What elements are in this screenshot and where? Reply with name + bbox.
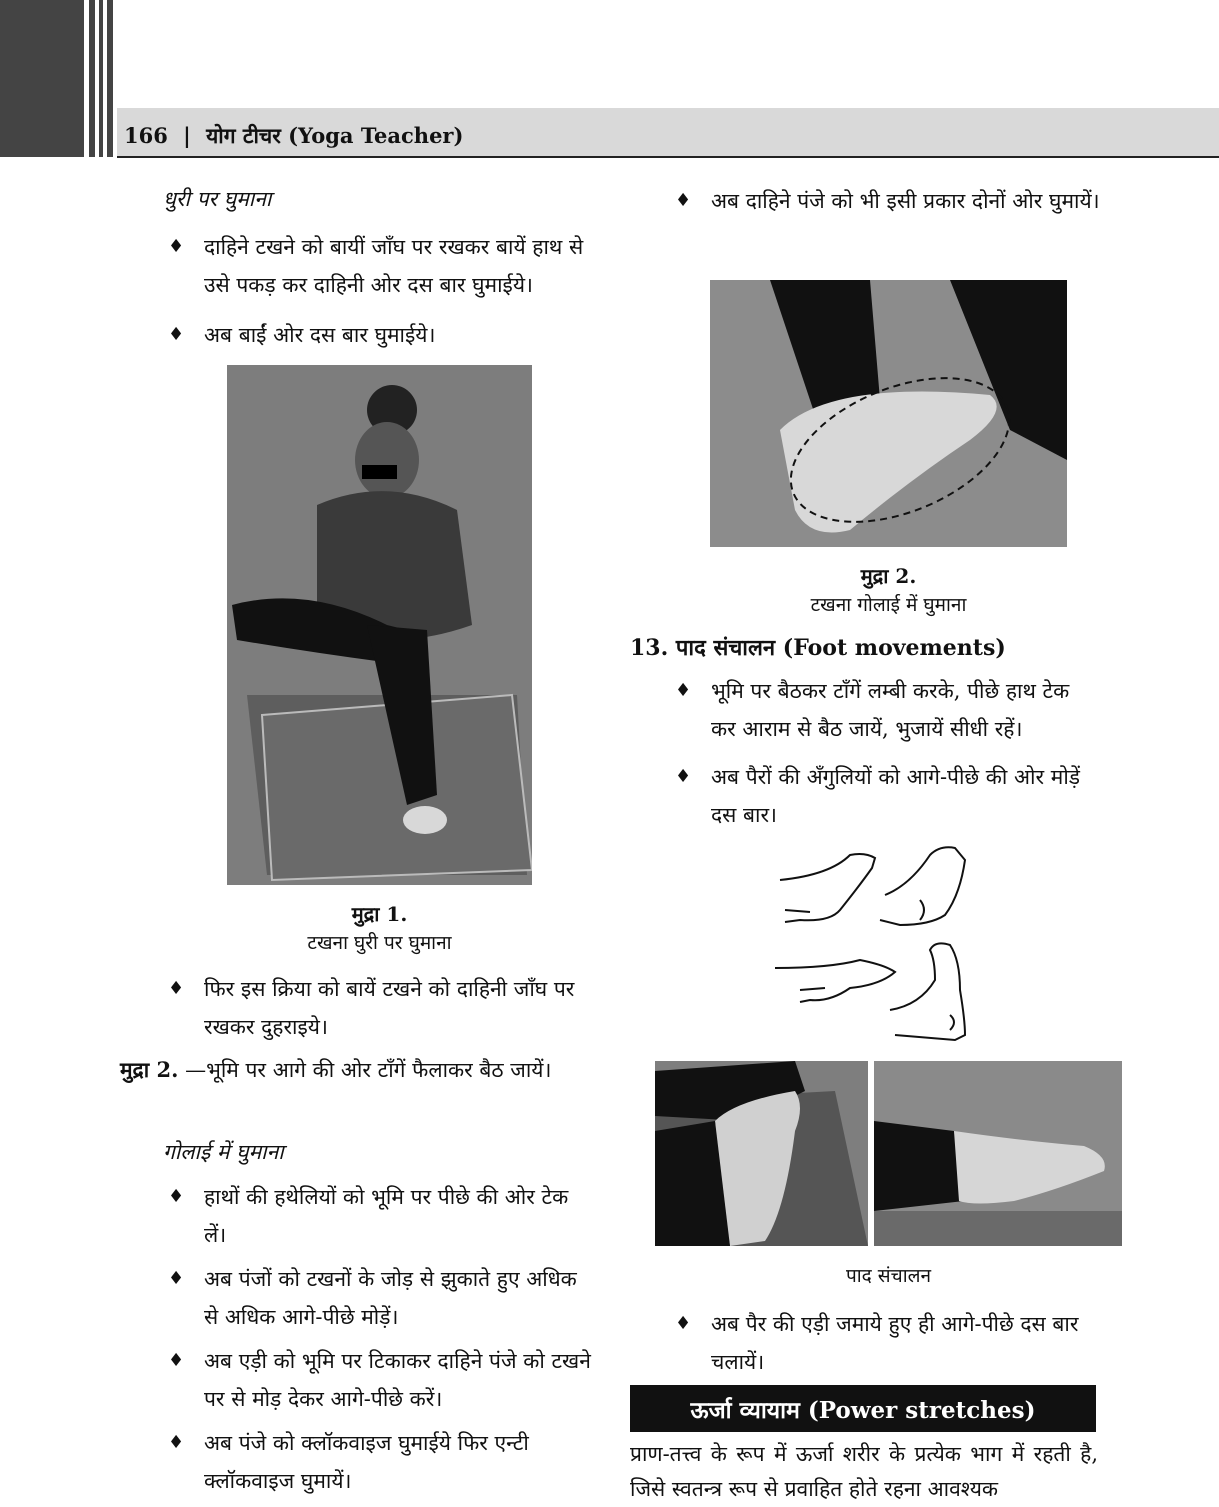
list-item: ♦ अब एड़ी को भूमि पर टिकाकर दाहिने पंजे को टखने पर से मोड़ देकर आगे-पीछे करें।: [168, 1342, 593, 1418]
book-title: योग टीचर (Yoga Teacher): [206, 123, 464, 148]
header-rule: [117, 156, 1219, 158]
diamond-bullet-icon: ♦: [168, 978, 185, 999]
mudra2-text: —भूमि पर आगे की ओर टाँगें फैलाकर बैठ जायें।: [178, 1058, 552, 1082]
diamond-bullet-icon: ♦: [168, 1268, 185, 1289]
left-subhead-2-wrap: [163, 1138, 593, 1166]
photo2-caption-text: टखना गोलाई में घुमाना: [810, 594, 967, 616]
left-bullets-1: [168, 228, 593, 354]
header-band: [0, 0, 1219, 157]
photo1-caption-title: मुद्रा 1.: [351, 902, 408, 926]
diamond-bullet-icon: ♦: [168, 236, 185, 257]
list-item: ♦ अब बाईं ओर दस बार घुमाईये।: [168, 316, 593, 354]
header-separator: |: [183, 123, 191, 148]
left-subhead-1-wrap: [163, 185, 593, 213]
photo2-caption: [710, 562, 1067, 619]
photo-ankle-circular-rotation: [710, 280, 1067, 547]
photo-foot-movement-left: [655, 1061, 868, 1246]
photo-illustration: [655, 1061, 868, 1246]
left-subhead-2: गोलाई में घुमाना: [163, 1140, 284, 1164]
section-13-heading: 13. पाद संचालन (Foot movements): [630, 635, 1006, 661]
list-item: ♦ हाथों की हथेलियों को भूमि पर पीछे की ओर टेक लें।: [168, 1178, 593, 1254]
photo-illustration: [227, 365, 532, 885]
list-item: ♦ अब दाहिने पंजे को भी इसी प्रकार दोनों ओर घुमायें।: [675, 182, 1100, 220]
running-head: [124, 122, 463, 150]
list-item: ♦ भूमि पर बैठकर टाँगें लम्बी करके, पीछे हाथ टेक कर आराम से बैठ जायें, भुजायें सीधी रहें।: [675, 672, 1100, 748]
diamond-bullet-icon: ♦: [675, 766, 692, 787]
list-item: ♦ दाहिने टखने को बायीं जाँघ पर रखकर बायें हाथ से उसे पकड़ कर दाहिनी ओर दस बार घुमाईये।: [168, 228, 593, 304]
left-bullets-3: [168, 1178, 593, 1500]
photo1-caption-text: टखना घुरी पर घुमाना: [307, 932, 452, 954]
photo-ankle-rotation-seated: [227, 365, 532, 885]
diamond-bullet-icon: ♦: [168, 324, 185, 345]
photo-illustration: [874, 1061, 1122, 1246]
diamond-bullet-icon: ♦: [168, 1186, 185, 1207]
mudra2-paragraph: [120, 1052, 592, 1088]
list-item: ♦ अब पंजों को टखनों के जोड़ से झुकाते हुए अधिक से अधिक आगे-पीछे मोड़ें।: [168, 1260, 593, 1336]
energy-exercise-heading: ऊर्जा व्यायाम (Power stretches): [630, 1385, 1096, 1432]
diamond-bullet-icon: ♦: [675, 190, 692, 211]
photo3-caption: पाद संचालन: [845, 1265, 932, 1287]
header-bar-3: [99, 0, 103, 157]
page-number: 166: [124, 123, 168, 148]
header-bar-4: [107, 0, 113, 157]
list-item: ♦ अब पैर की एड़ी जमाये हुए ही आगे-पीछे दस बार चलायें।: [675, 1305, 1100, 1381]
diamond-bullet-icon: ♦: [168, 1350, 185, 1371]
foot-movement-line-drawing: [770, 840, 980, 1045]
list-item: ♦ अब पैरों की अँगुलियों को आगे-पीछे की ओर मोड़ें दस बार।: [675, 758, 1100, 834]
mudra2-label: मुद्रा 2.: [120, 1057, 179, 1082]
diamond-bullet-icon: ♦: [168, 1432, 185, 1453]
right-bullets-3: [675, 1305, 1100, 1381]
left-subhead-1: धुरी पर घुमाना: [163, 187, 272, 211]
list-item: ♦ अब पंजे को क्लॉकवाइज घुमाईये फिर एन्टी क्लॉकवाइज घुमायें।: [168, 1424, 593, 1500]
photo2-caption-title: मुद्रा 2.: [860, 564, 917, 588]
header-bar-1: [0, 0, 84, 157]
photo-foot-movement-right: [874, 1061, 1122, 1246]
list-item: ♦ फिर इस क्रिया को बायें टखने को दाहिनी जाँघ पर रखकर दुहराइये।: [168, 970, 593, 1046]
header-bar-2: [89, 0, 95, 157]
diamond-bullet-icon: ♦: [675, 680, 692, 701]
energy-paragraph: प्राण-तत्त्व के रूप में ऊर्जा शरीर के प्रत्येक भाग में रहती है, जिसे स्वतन्त्र रूप से प्रवाहित होते रहना आवश्यक: [630, 1442, 1098, 1501]
photo-illustration: [710, 280, 1067, 547]
diamond-bullet-icon: ♦: [675, 1313, 692, 1334]
right-bullets-2: [675, 672, 1100, 834]
photo1-caption: [227, 900, 532, 957]
left-bullets-2: [168, 970, 593, 1046]
right-bullets-1: [675, 182, 1100, 220]
